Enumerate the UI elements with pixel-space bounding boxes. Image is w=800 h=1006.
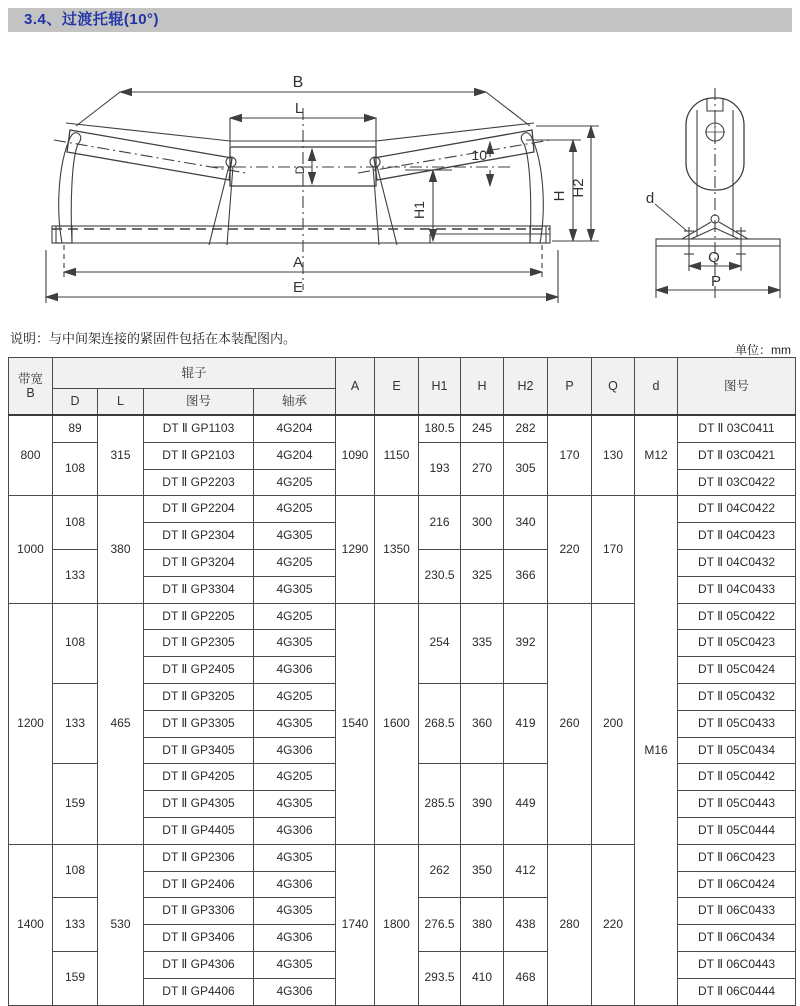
cell-bearing: 4G204 — [254, 415, 336, 442]
header-roller-group: 辊子 — [53, 358, 336, 389]
header-a: A — [336, 358, 375, 416]
side-view-labels — [646, 190, 721, 290]
cell-h: 390 — [461, 764, 504, 844]
cell-p: 260 — [548, 603, 592, 844]
cell-roller-diameter: 159 — [53, 951, 98, 1005]
cell-assembly-figure-no: DT Ⅱ 06C0434 — [678, 925, 796, 952]
right-roller — [374, 130, 534, 180]
cell-a: 1540 — [336, 603, 375, 844]
cell-h: 410 — [461, 951, 504, 1005]
cell-bandwidth: 1200 — [9, 603, 53, 844]
cell-h: 245 — [461, 415, 504, 442]
cell-h1: 180.5 — [419, 415, 461, 442]
cell-roller-length: 465 — [98, 603, 144, 844]
belt-top-line — [66, 123, 534, 141]
cell-q: 200 — [592, 603, 635, 844]
dim-label-d-diameter: D — [293, 165, 307, 175]
cell-assembly-figure-no: DT Ⅱ 05C0442 — [678, 764, 796, 791]
cell-h2: 392 — [504, 603, 548, 683]
cell-roller-figure-no: DT Ⅱ GP3205 — [144, 683, 254, 710]
cell-assembly-figure-no: DT Ⅱ 04C0433 — [678, 576, 796, 603]
cell-roller-figure-no: DT Ⅱ GP2305 — [144, 630, 254, 657]
side-base-plate — [656, 239, 780, 246]
cell-h2: 366 — [504, 549, 548, 603]
dim-label-h2: H2 — [570, 178, 587, 198]
cell-h: 300 — [461, 496, 504, 550]
cell-p: 170 — [548, 415, 592, 496]
cell-bearing: 4G305 — [254, 630, 336, 657]
cell-roller-figure-no: DT Ⅱ GP2405 — [144, 657, 254, 684]
cell-h2: 412 — [504, 844, 548, 898]
left-roller — [67, 130, 232, 180]
assembly-note: 说明：与中间架连接的紧固件包括在本装配图内。 — [10, 331, 297, 346]
cell-bearing: 4G306 — [254, 817, 336, 844]
cell-assembly-figure-no: DT Ⅱ 03C0421 — [678, 442, 796, 469]
cell-roller-figure-no: DT Ⅱ GP2204 — [144, 496, 254, 523]
header-assembly-figure-no: 图号 — [678, 358, 796, 416]
cell-h: 335 — [461, 603, 504, 683]
dim-label-e: E — [292, 279, 304, 296]
header-h2: H2 — [504, 358, 548, 416]
cell-h2: 468 — [504, 951, 548, 1005]
dim-label-l: L — [294, 100, 304, 117]
cell-roller-figure-no: DT Ⅱ GP4205 — [144, 764, 254, 791]
cell-roller-figure-no: DT Ⅱ GP2406 — [144, 871, 254, 898]
dim-label-h1: H1 — [411, 201, 427, 219]
cell-p: 280 — [548, 844, 592, 1005]
cell-roller-diameter: 108 — [53, 844, 98, 898]
cell-assembly-figure-no: DT Ⅱ 05C0422 — [678, 603, 796, 630]
dim-label-b: B — [292, 74, 304, 91]
cell-bandwidth: 800 — [9, 415, 53, 496]
cell-bearing: 4G306 — [254, 978, 336, 1005]
cell-bearing: 4G204 — [254, 442, 336, 469]
cell-roller-length: 380 — [98, 496, 144, 603]
cell-assembly-figure-no: DT Ⅱ 03C0411 — [678, 415, 796, 442]
front-view — [46, 92, 599, 303]
cell-assembly-figure-no: DT Ⅱ 04C0422 — [678, 496, 796, 523]
cell-d-bolt: M16 — [635, 496, 678, 1005]
section-title-text: 3.4、过渡托辊(10°) — [24, 11, 160, 28]
cell-a: 1290 — [336, 496, 375, 603]
cell-roller-figure-no: DT Ⅱ GP2304 — [144, 523, 254, 550]
cell-h2: 438 — [504, 898, 548, 952]
cell-roller-figure-no: DT Ⅱ GP2205 — [144, 603, 254, 630]
cell-roller-figure-no: DT Ⅱ GP1103 — [144, 415, 254, 442]
cell-assembly-figure-no: DT Ⅱ 06C0424 — [678, 871, 796, 898]
cell-bearing: 4G205 — [254, 469, 336, 496]
cell-roller-figure-no: DT Ⅱ GP3204 — [144, 549, 254, 576]
cell-h1: 230.5 — [419, 549, 461, 603]
table-row — [9, 844, 796, 871]
dim-label-h: H — [551, 190, 568, 202]
cell-e: 1350 — [375, 496, 419, 603]
cell-bearing: 4G305 — [254, 951, 336, 978]
cell-h2: 419 — [504, 683, 548, 763]
cell-roller-diameter: 108 — [53, 442, 98, 496]
cell-d-bolt: M12 — [635, 415, 678, 496]
cell-h2: 340 — [504, 496, 548, 550]
cell-roller-figure-no: DT Ⅱ GP4406 — [144, 978, 254, 1005]
cell-bearing: 4G306 — [254, 657, 336, 684]
cell-h: 350 — [461, 844, 504, 898]
cell-q: 220 — [592, 844, 635, 1005]
side-view — [655, 88, 780, 300]
cell-bearing: 4G305 — [254, 576, 336, 603]
cell-roller-diameter: 133 — [53, 683, 98, 763]
cell-bearing: 4G305 — [254, 791, 336, 818]
cell-roller-figure-no: DT Ⅱ GP2103 — [144, 442, 254, 469]
cell-a: 1090 — [336, 415, 375, 496]
cell-e: 1800 — [375, 844, 419, 1005]
cell-assembly-figure-no: DT Ⅱ 05C0434 — [678, 737, 796, 764]
cell-roller-figure-no: DT Ⅱ GP3405 — [144, 737, 254, 764]
spec-table-header — [9, 358, 796, 416]
cell-roller-figure-no: DT Ⅱ GP3406 — [144, 925, 254, 952]
cell-bearing: 4G205 — [254, 549, 336, 576]
cell-bearing: 4G306 — [254, 737, 336, 764]
header-bandwidth-title: 带宽 — [17, 371, 43, 386]
spec-table — [8, 357, 796, 1006]
cell-h: 325 — [461, 549, 504, 603]
table-row — [9, 496, 796, 523]
cell-bearing: 4G205 — [254, 683, 336, 710]
cell-h1: 268.5 — [419, 683, 461, 763]
dim-label-a: A — [292, 254, 304, 271]
cell-assembly-figure-no: DT Ⅱ 05C0444 — [678, 817, 796, 844]
cell-e: 1150 — [375, 415, 419, 496]
cell-roller-figure-no: DT Ⅱ GP4306 — [144, 951, 254, 978]
cell-h: 360 — [461, 683, 504, 763]
cell-roller-diameter: 159 — [53, 764, 98, 844]
cell-assembly-figure-no: DT Ⅱ 03C0422 — [678, 469, 796, 496]
cell-assembly-figure-no: DT Ⅱ 06C0443 — [678, 951, 796, 978]
cell-bearing: 4G306 — [254, 871, 336, 898]
table-row — [9, 415, 796, 442]
cell-bearing: 4G205 — [254, 496, 336, 523]
header-bearing: 轴承 — [254, 389, 336, 416]
spec-table-body — [9, 415, 796, 1005]
cell-h2: 449 — [504, 764, 548, 844]
cell-roller-diameter: 89 — [53, 415, 98, 442]
cell-h1: 285.5 — [419, 764, 461, 844]
dim-label-p: P — [710, 273, 722, 290]
cell-assembly-figure-no: DT Ⅱ 04C0432 — [678, 549, 796, 576]
cell-assembly-figure-no: DT Ⅱ 06C0423 — [678, 844, 796, 871]
cell-assembly-figure-no: DT Ⅱ 05C0432 — [678, 683, 796, 710]
table-row — [9, 603, 796, 630]
header-roller-figure-no: 图号 — [144, 389, 254, 416]
cell-q: 130 — [592, 415, 635, 496]
cell-assembly-figure-no: DT Ⅱ 04C0423 — [678, 523, 796, 550]
dim-label-angle: 10° — [471, 147, 493, 163]
cell-h: 270 — [461, 442, 504, 496]
cell-assembly-figure-no: DT Ⅱ 05C0423 — [678, 630, 796, 657]
cell-roller-length: 315 — [98, 415, 144, 496]
header-bandwidth — [9, 358, 53, 416]
cell-assembly-figure-no: DT Ⅱ 05C0443 — [678, 791, 796, 818]
header-q: Q — [592, 358, 635, 416]
header-roller-length: L — [98, 389, 144, 416]
technical-drawing — [0, 35, 800, 320]
cell-bearing: 4G205 — [254, 764, 336, 791]
cell-bearing: 4G305 — [254, 523, 336, 550]
cell-h2: 282 — [504, 415, 548, 442]
header-d-bolt: d — [635, 358, 678, 416]
cell-assembly-figure-no: DT Ⅱ 05C0424 — [678, 657, 796, 684]
cell-roller-diameter: 108 — [53, 496, 98, 550]
cell-h1: 293.5 — [419, 951, 461, 1005]
cell-bearing: 4G306 — [254, 925, 336, 952]
cell-roller-figure-no: DT Ⅱ GP3305 — [144, 710, 254, 737]
cell-h: 380 — [461, 898, 504, 952]
cell-h1: 193 — [419, 442, 461, 496]
cell-bearing: 4G305 — [254, 710, 336, 737]
header-h1: H1 — [419, 358, 461, 416]
cell-h1: 216 — [419, 496, 461, 550]
cell-roller-figure-no: DT Ⅱ GP4305 — [144, 791, 254, 818]
header-roller-diameter: D — [53, 389, 98, 416]
unit-label: 单位：mm — [735, 343, 791, 357]
cell-q: 170 — [592, 496, 635, 603]
header-e: E — [375, 358, 419, 416]
cell-roller-figure-no: DT Ⅱ GP3304 — [144, 576, 254, 603]
cell-roller-figure-no: DT Ⅱ GP2203 — [144, 469, 254, 496]
cell-e: 1600 — [375, 603, 419, 844]
cell-roller-diameter: 108 — [53, 603, 98, 683]
cell-assembly-figure-no: DT Ⅱ 05C0433 — [678, 710, 796, 737]
cell-roller-figure-no: DT Ⅱ GP3306 — [144, 898, 254, 925]
cell-h1: 276.5 — [419, 898, 461, 952]
cell-assembly-figure-no: DT Ⅱ 06C0433 — [678, 898, 796, 925]
header-p: P — [548, 358, 592, 416]
cell-roller-diameter: 133 — [53, 549, 98, 603]
cell-h1: 262 — [419, 844, 461, 898]
cell-bearing: 4G305 — [254, 844, 336, 871]
cell-roller-diameter: 133 — [53, 898, 98, 952]
cell-bearing: 4G305 — [254, 898, 336, 925]
cell-assembly-figure-no: DT Ⅱ 06C0444 — [678, 978, 796, 1005]
cell-roller-figure-no: DT Ⅱ GP4405 — [144, 817, 254, 844]
cell-p: 220 — [548, 496, 592, 603]
cell-bandwidth: 1400 — [9, 844, 53, 1005]
header-h: H — [461, 358, 504, 416]
dim-label-d-bolt: d — [645, 190, 655, 207]
cell-roller-length: 530 — [98, 844, 144, 1005]
cell-roller-figure-no: DT Ⅱ GP2306 — [144, 844, 254, 871]
cell-h1: 254 — [419, 603, 461, 683]
cell-h2: 305 — [504, 442, 548, 496]
dim-label-q: Q — [708, 249, 720, 266]
cell-a: 1740 — [336, 844, 375, 1005]
cell-bearing: 4G205 — [254, 603, 336, 630]
section-title — [8, 8, 792, 32]
header-bandwidth-symbol: B — [26, 386, 35, 400]
cell-bandwidth: 1000 — [9, 496, 53, 603]
